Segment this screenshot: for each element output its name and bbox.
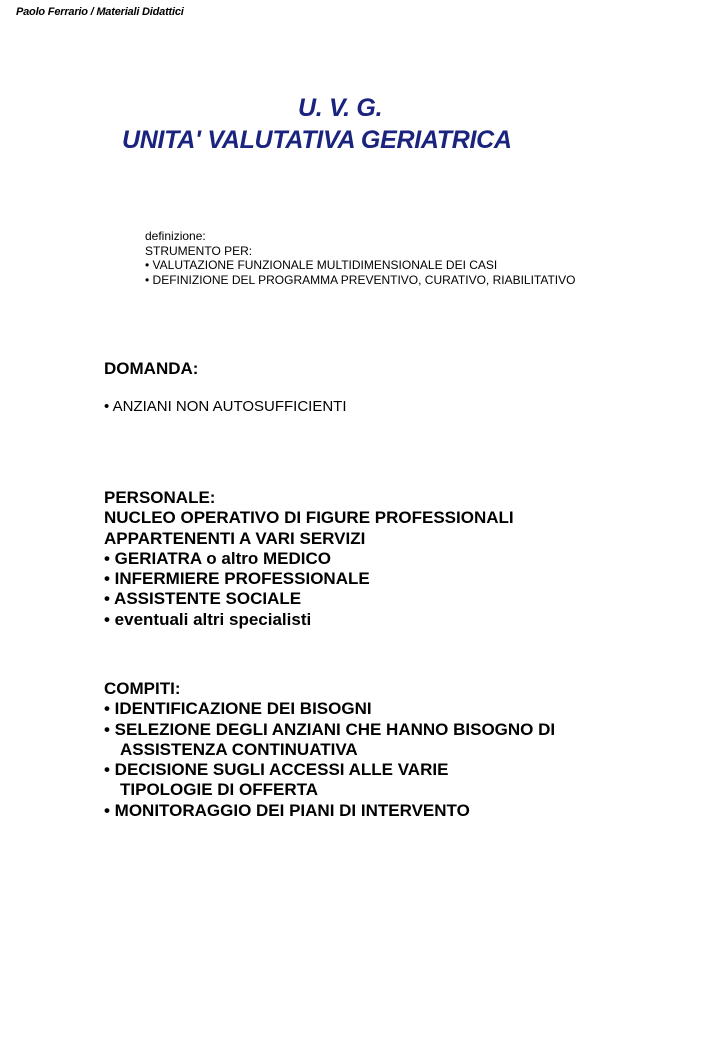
compiti-item: • SELEZIONE DEGLI ANZIANI CHE HANNO BISOGNO DI	[104, 719, 556, 739]
compiti-section	[104, 679, 555, 821]
definition-item: • DEFINIZIONE DEL PROGRAMMA PREVENTIVO, CURATIVO, RIABILITATIVO	[145, 272, 576, 287]
personale-subheading: NUCLEO OPERATIVO DI FIGURE PROFESSIONALI	[104, 508, 514, 528]
definition-label: definizione:	[145, 229, 206, 243]
compiti-heading: COMPITI:	[104, 679, 181, 698]
personale-item: • INFERMIERE PROFESSIONALE	[104, 569, 370, 589]
domanda-heading: DOMANDA:	[104, 359, 199, 378]
personale-item: • eventuali altri specialisti	[104, 609, 312, 629]
definition-item: • VALUTAZIONE FUNZIONALE MULTIDIMENSIONALE DEI CASI	[145, 258, 498, 272]
compiti-item: • IDENTIFICAZIONE DEI BISOGNI	[104, 699, 372, 719]
compiti-item: • MONITORAGGIO DEI PIANI DI INTERVENTO	[104, 800, 470, 820]
personale-section	[104, 488, 514, 630]
personale-heading: PERSONALE:	[104, 488, 216, 507]
personale-item: • ASSISTENTE SOCIALE	[104, 589, 302, 609]
compiti-item: • DECISIONE SUGLI ACCESSI ALLE VARIE	[104, 760, 449, 780]
compiti-item-continuation: TIPOLOGIE DI OFFERTA	[120, 780, 319, 800]
page-header: Paolo Ferrario / Materiali Didattici	[16, 6, 184, 18]
domanda-item: • ANZIANI NON AUTOSUFFICIENTI	[104, 398, 347, 415]
title-acronym: U. V. G.	[298, 94, 383, 122]
compiti-item-continuation: ASSISTENZA CONTINUATIVA	[120, 739, 358, 759]
definition-block	[145, 229, 575, 287]
title-full: UNITA' VALUTATIVA GERIATRICA	[122, 126, 512, 154]
personale-subheading: APPARTENENTI A VARI SERVIZI	[104, 528, 366, 548]
personale-item: • GERIATRA o altro MEDICO	[104, 548, 331, 568]
definition-intro: STRUMENTO PER:	[145, 243, 253, 258]
